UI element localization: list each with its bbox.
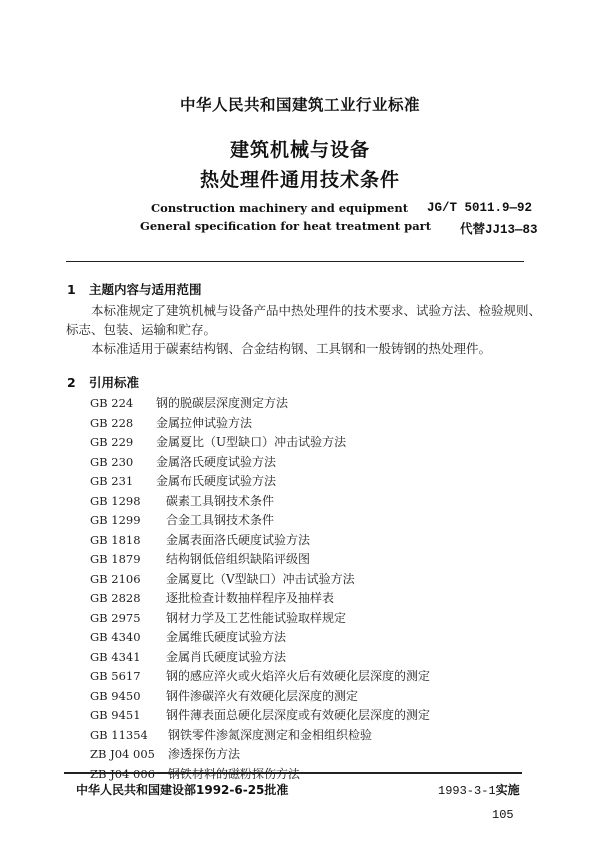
section-2-heading (67, 373, 139, 391)
reference-title: 金属洛氏硬度试验方法 (156, 454, 277, 469)
section-1-paragraph-1: 本标准规定了建筑机械与设备产品中热处理件的技术要求、试验方法、检验规则、标志、包装、运输和贮存。 (66, 303, 542, 337)
reference-item (90, 648, 430, 668)
reference-title: 金属夏比（U型缺口）冲击试验方法 (156, 435, 347, 449)
reference-code: GB 1879 (90, 552, 141, 566)
standard-code: JG/T 5011.9—92 (427, 201, 533, 215)
effective-label: 实施 (495, 783, 520, 797)
reference-code: GB 9451 (90, 708, 141, 722)
header-divider (66, 261, 524, 262)
reference-item (90, 706, 430, 726)
reference-item (90, 472, 430, 492)
reference-item (90, 745, 430, 765)
section-title: 主题内容与适用范围 (89, 282, 202, 297)
reference-code: GB 4340 (90, 630, 141, 644)
reference-code: GB 1298 (90, 493, 141, 508)
section-title: 引用标准 (89, 375, 140, 390)
reference-item (90, 667, 430, 687)
reference-item (90, 531, 430, 551)
replaces-code: 代替JJ13—83 (460, 223, 538, 237)
reference-code: GB 228 (90, 415, 134, 430)
reference-item (90, 726, 430, 746)
reference-item (90, 394, 430, 414)
document-title-line2: 热处理件通用技术条件 (199, 169, 400, 191)
section-number: 1 (67, 282, 76, 297)
reference-title: 钢铁材料的磁粉探伤方法 (168, 766, 301, 781)
reference-code: GB 1818 (90, 532, 141, 547)
reference-item (90, 414, 430, 434)
reference-item (90, 570, 430, 590)
reference-title: 金属夏比（V型缺口）冲击试验方法 (166, 571, 355, 586)
reference-code: ZB J04 005 (90, 747, 155, 761)
reference-code: GB 2828 (90, 591, 141, 605)
reference-code: GB 4341 (90, 649, 141, 664)
reference-item (90, 589, 430, 609)
reference-code: GB 1299 (90, 513, 141, 527)
approval-note: 中华人民共和国建设部1992-6-25批准 (76, 783, 289, 797)
document-title-line1: 建筑机械与设备 (229, 139, 370, 161)
reference-title: 钢的脱碳层深度测定方法 (156, 396, 289, 410)
reference-title: 金属肖氏硬度试验方法 (166, 649, 287, 664)
reference-title: 渗透探伤方法 (168, 747, 241, 761)
reference-code: GB 9450 (90, 688, 141, 703)
reference-item (90, 687, 430, 707)
reference-code: GB 5617 (90, 669, 141, 683)
reference-item (90, 453, 430, 473)
standard-category: 中华人民共和国建筑工业行业标准 (179, 96, 420, 114)
english-title-line2: General specification for heat treatment part (140, 219, 432, 233)
footer-divider (64, 772, 522, 774)
reference-item (90, 609, 430, 629)
reference-item (90, 433, 430, 453)
reference-item (90, 492, 430, 512)
reference-title: 金属布氏硬度试验方法 (156, 474, 277, 488)
effective-date (438, 781, 520, 798)
reference-code: GB 11354 (90, 727, 148, 742)
reference-code: GB 2106 (90, 571, 141, 586)
reference-code: GB 224 (90, 396, 134, 410)
reference-title: 金属拉伸试验方法 (156, 415, 253, 430)
reference-title: 钢件渗碳淬火有效硬化层深度的测定 (166, 688, 359, 703)
reference-code: GB 2975 (90, 610, 141, 625)
reference-item (90, 550, 430, 570)
section-number: 2 (67, 375, 76, 390)
reference-title: 结构钢低倍组织缺陷评级图 (166, 552, 311, 566)
reference-code: ZB J04 006 (90, 766, 155, 781)
english-title-line1: Construction machinery and equipment (151, 201, 409, 215)
reference-code: GB 229 (90, 435, 134, 449)
reference-title: 逐批检查计数抽样程序及抽样表 (166, 591, 335, 605)
effective-date-value: 1993-3-1 (438, 784, 496, 798)
reference-list (90, 394, 430, 784)
reference-title: 钢件薄表面总硬化层深度或有效硬化层深度的测定 (166, 708, 431, 722)
reference-item (90, 628, 430, 648)
reference-item (90, 511, 430, 531)
reference-title: 钢铁零件渗氮深度测定和金相组织检验 (168, 727, 373, 742)
reference-title: 钢的感应淬火或火焰淬火后有效硬化层深度的测定 (166, 669, 431, 683)
reference-title: 金属维氏硬度试验方法 (166, 630, 287, 644)
reference-title: 碳素工具钢技术条件 (166, 493, 275, 508)
page-number: 105 (492, 808, 514, 822)
reference-title: 钢材力学及工艺性能试验取样规定 (166, 610, 347, 625)
section-1-paragraph-2: 本标准适用于碳素结构钢、合金结构钢、工具钢和一般铸钢的热处理件。 (91, 341, 492, 356)
reference-title: 合金工具钢技术条件 (166, 513, 275, 527)
reference-code: GB 230 (90, 454, 134, 469)
section-1-heading (67, 280, 202, 298)
reference-title: 金属表面洛氏硬度试验方法 (166, 532, 311, 547)
reference-code: GB 231 (90, 474, 134, 488)
